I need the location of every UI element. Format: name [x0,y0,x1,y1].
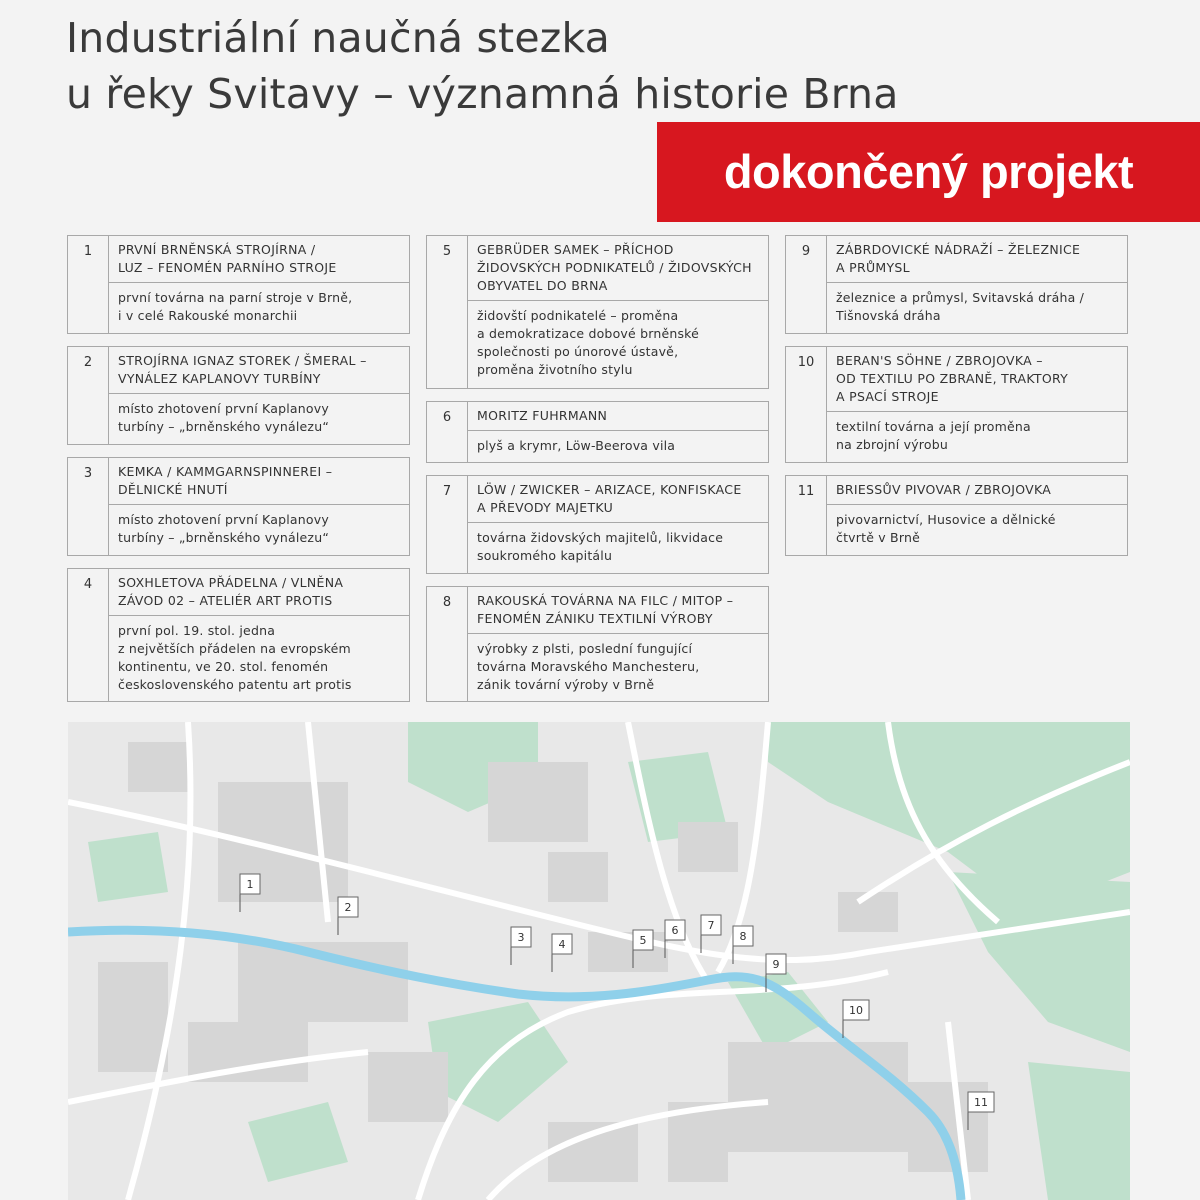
map-marker-label: 10 [849,1004,863,1017]
legend-description-line: plyš a krymr, Löw-Beerova vila [477,438,676,453]
legend-heading [468,476,768,523]
legend-description [827,412,1127,461]
title-line-1: Industriální naučná stezka [66,14,611,62]
legend-description [468,634,768,701]
legend-description-line: pivovarnictví, Husovice a dělnické [836,512,1056,527]
legend-description-line: i v celé Rakouské monarchii [118,308,298,323]
map-marker-label: 7 [707,919,715,932]
legend-heading-line: VYNÁLEZ KAPLANOVY TURBÍNY [118,371,321,386]
legend-heading-line: ZÁVOD 02 – ATELIÉR ART PROTIS [118,593,333,608]
legend-description-line: proměna životního stylu [477,362,633,377]
legend-heading-line: OBYVATEL DO BRNA [477,278,608,293]
map-marker-label: 8 [739,930,747,943]
legend-description [109,505,409,554]
legend-description-line: turbíny – „brněnského vynálezu“ [118,419,329,434]
legend-description-line: první pol. 19. stol. jedna [118,623,276,638]
legend-heading-line: A PSACÍ STROJE [836,389,939,404]
map-marker-label: 11 [974,1096,988,1109]
map-marker-label: 9 [772,958,780,971]
legend-number: 10 [786,347,827,462]
legend-heading-line: LUZ – FENOMÉN PARNÍHO STROJE [118,260,337,275]
map-marker-label: 3 [517,931,525,944]
legend-description [827,283,1127,332]
legend-heading-line: BERAN'S SÖHNE / ZBROJOVKA – [836,353,1043,368]
legend-heading-line: BRIESSŮV PIVOVAR / ZBROJOVKA [836,482,1052,497]
legend-description-line: Tišnovská dráha [836,308,941,323]
legend-item-2 [67,346,410,445]
legend-description-line: společnosti po únorové ústavě, [477,344,679,359]
legend-heading-line: A PRŮMYSL [836,260,910,275]
legend-item-4 [67,568,410,702]
legend-heading [827,476,1127,505]
map-marker-label: 2 [344,901,352,914]
legend-heading [109,569,409,616]
legend-item-9 [785,235,1128,334]
legend-number: 5 [427,236,468,388]
legend-description [468,431,768,462]
legend-heading-line: LÖW / ZWICKER – ARIZACE, KONFISKACE [477,482,742,497]
legend-heading-line: A PŘEVODY MAJETKU [477,500,614,515]
legend-description-line: továrna židovských majitelů, likvidace [477,530,724,545]
legend-number: 3 [68,458,109,555]
legend-item-8 [426,586,769,702]
legend-item-3 [67,457,410,556]
legend-description-line: a demokratizace dobové brněnské [477,326,700,341]
legend-heading-line: RAKOUSKÁ TOVÁRNA NA FILC / MITOP – [477,593,734,608]
legend-description-line: místo zhotovení první Kaplanovy [118,401,329,416]
legend-heading [827,236,1127,283]
legend-heading [468,402,768,431]
legend-description-line: továrna Moravského Manchesteru, [477,659,700,674]
legend-description-line: místo zhotovení první Kaplanovy [118,512,329,527]
legend-item-5 [426,235,769,389]
legend-heading-line: FENOMÉN ZÁNIKU TEXTILNÍ VÝROBY [477,611,713,626]
legend-description [109,394,409,443]
legend-number: 1 [68,236,109,333]
legend-heading-line: KEMKA / KAMMGARNSPINNEREI – [118,464,333,479]
legend-heading-line: SOXHLETOVA PŘÁDELNA / VLNĚNA [118,575,344,590]
legend-heading [468,236,768,301]
map-marker-label: 6 [671,924,679,937]
legend-number: 11 [786,476,827,555]
legend-heading [468,587,768,634]
legend-item-11 [785,475,1128,556]
legend-description-line: textilní továrna a její proměna [836,419,1031,434]
legend-description-line: soukromého kapitálu [477,548,613,563]
legend-number: 9 [786,236,827,333]
legend-number: 4 [68,569,109,701]
map-svg [68,722,1130,1200]
legend-description-line: židovští podnikatelé – proměna [477,308,679,323]
legend-description-line: na zbrojní výrobu [836,437,948,452]
legend-description [468,523,768,572]
legend-item-10 [785,346,1128,463]
legend-number: 2 [68,347,109,444]
legend-heading-line: GEBRÜDER SAMEK – PŘÍCHOD [477,242,674,257]
map[interactable] [68,722,1130,1200]
map-marker-label: 1 [246,878,254,891]
legend-item-6 [426,401,769,463]
legend-heading [109,347,409,394]
legend-heading-line: OD TEXTILU PO ZBRANĚ, TRAKTORY [836,371,1069,386]
status-badge: dokončený projekt [657,122,1200,222]
legend-description-line: první továrna na parní stroje v Brně, [118,290,353,305]
legend-heading-line: DĚLNICKÉ HNUTÍ [118,482,228,497]
legend-number: 6 [427,402,468,462]
legend-heading-line: ŽIDOVSKÝCH PODNIKATELŮ / ŽIDOVSKÝCH [477,260,752,275]
legend-heading-line: ZÁBRDOVICKÉ NÁDRAŽÍ – ŽELEZNICE [836,242,1081,257]
legend-description [109,616,409,701]
legend-description-line: turbíny – „brněnského vynálezu“ [118,530,329,545]
legend-description-line: z největších přádelen na evropském [118,641,351,656]
legend-description-line: čtvrtě v Brně [836,530,920,545]
legend-number: 8 [427,587,468,701]
map-marker-label: 5 [639,934,647,947]
legend-heading [109,458,409,505]
legend-item-1 [67,235,410,334]
legend-heading [109,236,409,283]
legend-heading-line: MORITZ FUHRMANN [477,408,608,423]
legend-description [827,505,1127,554]
legend-description-line: železnice a průmysl, Svitavská dráha / [836,290,1085,305]
legend-item-7 [426,475,769,574]
page-title [66,10,1166,122]
legend-heading-line: PRVNÍ BRNĚNSKÁ STROJÍRNA / [118,242,316,257]
title-line-2: u řeky Svitavy – významná historie Brna [66,70,899,118]
legend-description-line: zánik tovární výroby v Brně [477,677,655,692]
legend-description-line: československého patentu art protis [118,677,352,692]
legend-number: 7 [427,476,468,573]
legend-description [109,283,409,332]
legend-heading-line: STROJÍRNA IGNAZ STOREK / ŠMERAL – [118,353,367,368]
legend-heading [827,347,1127,412]
legend-description-line: výrobky z plsti, poslední fungující [477,641,693,656]
legend-description-line: kontinentu, ve 20. stol. fenomén [118,659,329,674]
map-marker-label: 4 [558,938,566,951]
legend-description [468,301,768,386]
